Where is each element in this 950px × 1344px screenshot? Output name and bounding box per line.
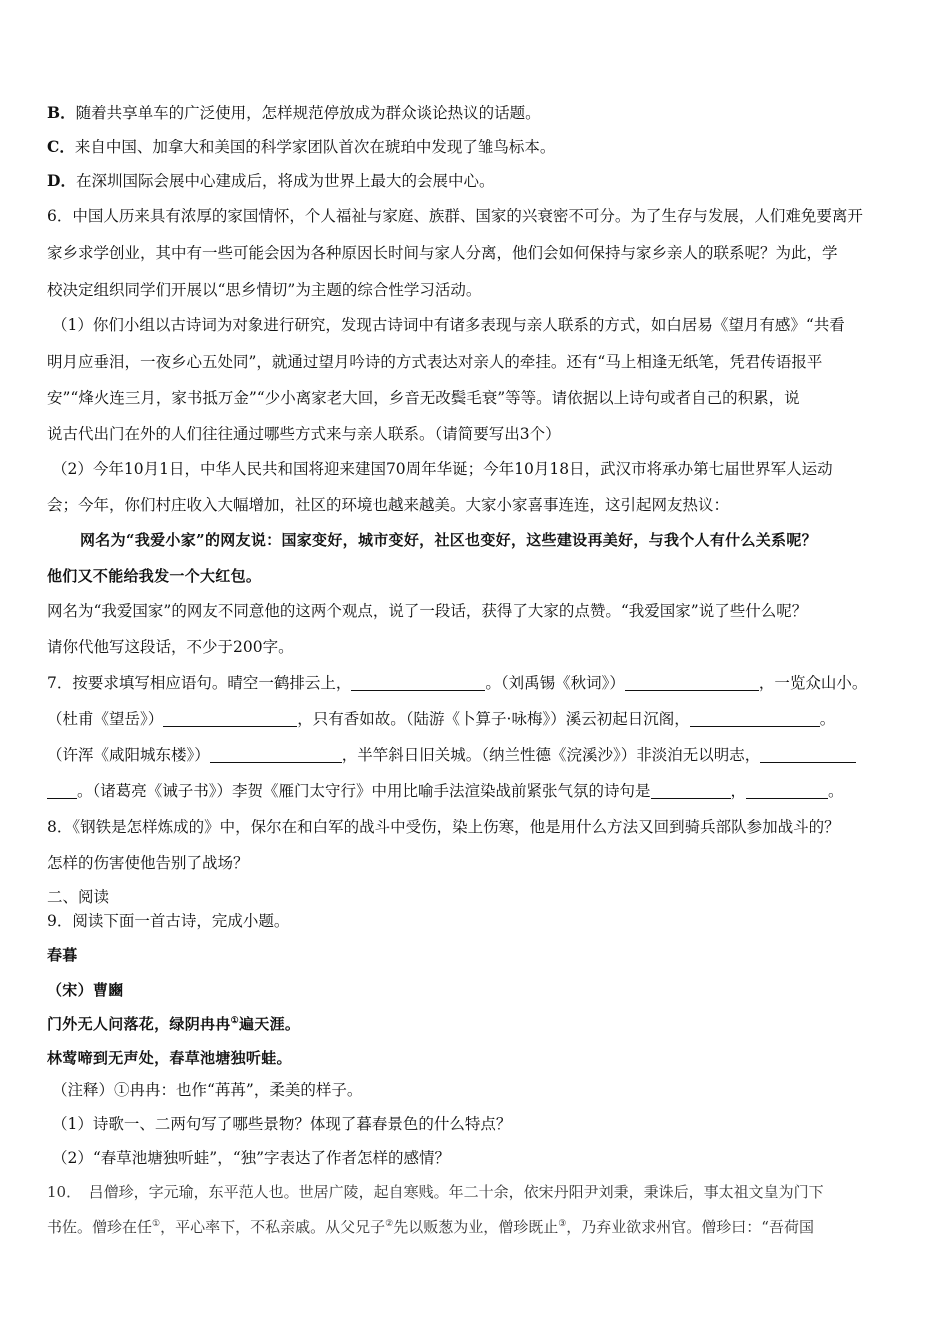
poem-line-1: 门外无人问落花，绿阴冉冉①遍天涯。 [47,1015,301,1033]
option-d: D．在深圳国际会展中心建成后，将成为世界上最大的会展中心。 [47,171,495,190]
q8-line-2: 怎样的伤害使他告别了战场？ [47,854,249,872]
q6-part2-line-1: （2）今年10月1日，中华人民共和国将迎来建国70周年华诞；今年10月18日，武汉市将承办第七届世界军人运动 [52,460,833,478]
poem-title: 春暮 [47,946,78,964]
q6-intro-line-1: 6．中国人历来具有浓厚的家国情怀，个人福祉与家庭、族群、国家的兴衰密不可分。为了生存与发展，人们难免要离开 [47,207,863,225]
q6-part2-line-2: 会；今年，你们村庄收入大幅增加，社区的环境也越来越美。大家小家喜事连连，这引起网友热议： [47,496,730,514]
q6-part1-line-1: （1）你们小组以古诗词为对象进行研究，发现古诗词中有诸多表现与亲人联系的方式，如白居易《望月有感》“共看 [52,316,845,334]
poem-author: （宋）曹豳 [47,981,124,999]
poem-annotation: （注释）①冉冉：也作“苒苒”，柔美的样子。 [52,1081,363,1099]
q6-intro-line-2: 家乡求学创业，其中有一些可能会因为各种原因长时间与家人分离，他们会如何保持与家乡亲人的联系呢？为此，学 [47,244,838,262]
answer-blank-6[interactable] [760,746,856,763]
q6-task-line-1: 网名为“我爱国家”的网友不同意他的这两个观点，说了一段话，获得了大家的点赞。“我爱国家”说了些什么呢？ [47,602,808,620]
q8-line-1: 8．《钢铁是怎样炼成的》中，保尔在和白军的战斗中受伤，染上伤寒，他是用什么方法又回到骑兵部队参加战斗的？ [47,818,840,836]
q6-intro-line-3: 校决定组织同学们开展以“思乡情切”为主题的综合性学习活动。 [47,281,482,299]
answer-blank-5[interactable] [210,746,342,763]
q7-line-1: 7．按要求填写相应语句。晴空一鹤排云上， 。（刘禹锡《秋词》） ，一览众山小。 [47,674,868,692]
poem-line-2: 林莺啼到无声处，春草池塘独听蛙。 [47,1049,292,1067]
answer-blank-7[interactable] [651,782,731,799]
q6-part1-line-2: 明月应垂泪，一夜乡心五处同”，就通过望月吟诗的方式表达对亲人的牵挂。还有“马上相逢无纸笔，凭君传语报平 [47,353,823,371]
q6-task-line-2: 请你代他写这段话，不少于200字。 [47,638,294,656]
q6-quote-line-1: 网名为“我爱小家”的网友说：国家变好，城市变好，社区也变好，这些建设再美好，与我个人有什么关系呢？ [80,531,817,549]
q7-line-3: （许浑《咸阳城东楼》） ，半竿斜日旧关城。（纳兰性德《浣溪沙》）非淡泊无以明志， [47,744,856,766]
q10-line-1: 10． 吕僧珍，字元瑜，东平范人也。世居广陵，起自寒贱。年二十余，依宋丹阳尹刘秉，秉诛后，事太祖文皇为门下 [47,1183,824,1201]
q9-sub-1: （1）诗歌一、二两句写了哪些景物？体现了暮春景色的什么特点？ [52,1115,512,1133]
q6-part1-line-3: 安”“烽火连三月，家书抵万金”“少小离家老大回，乡音无改鬓毛衰”等等。请依据以上诗句或者自己的积累，说 [47,389,800,407]
section-heading: 二、阅读 [47,888,110,906]
q6-quote-line-2: 他们又不能给我发一个大红包。 [47,567,262,585]
answer-blank-2[interactable] [625,674,759,691]
q9-prompt: 9．阅读下面一首古诗，完成小题。 [47,912,290,930]
option-c: C．来自中国、加拿大和美国的科学家团队首次在琥珀中发现了雏鸟标本。 [47,137,556,156]
answer-blank-3[interactable] [163,710,297,727]
q7-line-4: 。（诸葛亮《诫子书》）李贺《雁门太守行》中用比喻手法渲染战前紧张气氛的诗句是 ， 。 [47,780,844,802]
answer-blank-1[interactable] [351,674,485,691]
q9-sub-2: （2）“春草池塘独听蛙”，“独”字表达了作者怎样的感情？ [52,1149,451,1167]
answer-blank-8[interactable] [746,782,828,799]
answer-blank-6-continued[interactable] [47,782,77,799]
option-b: B．随着共享单车的广泛使用，怎样规范停放成为群众谈论热议的话题。 [47,103,541,122]
q7-line-2: （杜甫《望岳》） ，只有香如故。（陆游《卜算子·咏梅》）溪云初起日沉阁， 。 [47,710,836,728]
answer-blank-4[interactable] [690,710,820,727]
q10-line-2: 书佐。僧珍在任①，平心率下，不私亲戚。从父兄子②先以贩葱为业，僧珍既止③，乃弃业欲求州官。僧珍曰：“吾荷国 [47,1218,814,1236]
q6-part1-line-4: 说古代出门在外的人们往往通过哪些方式来与亲人联系。（请简要写出3个） [47,425,561,443]
